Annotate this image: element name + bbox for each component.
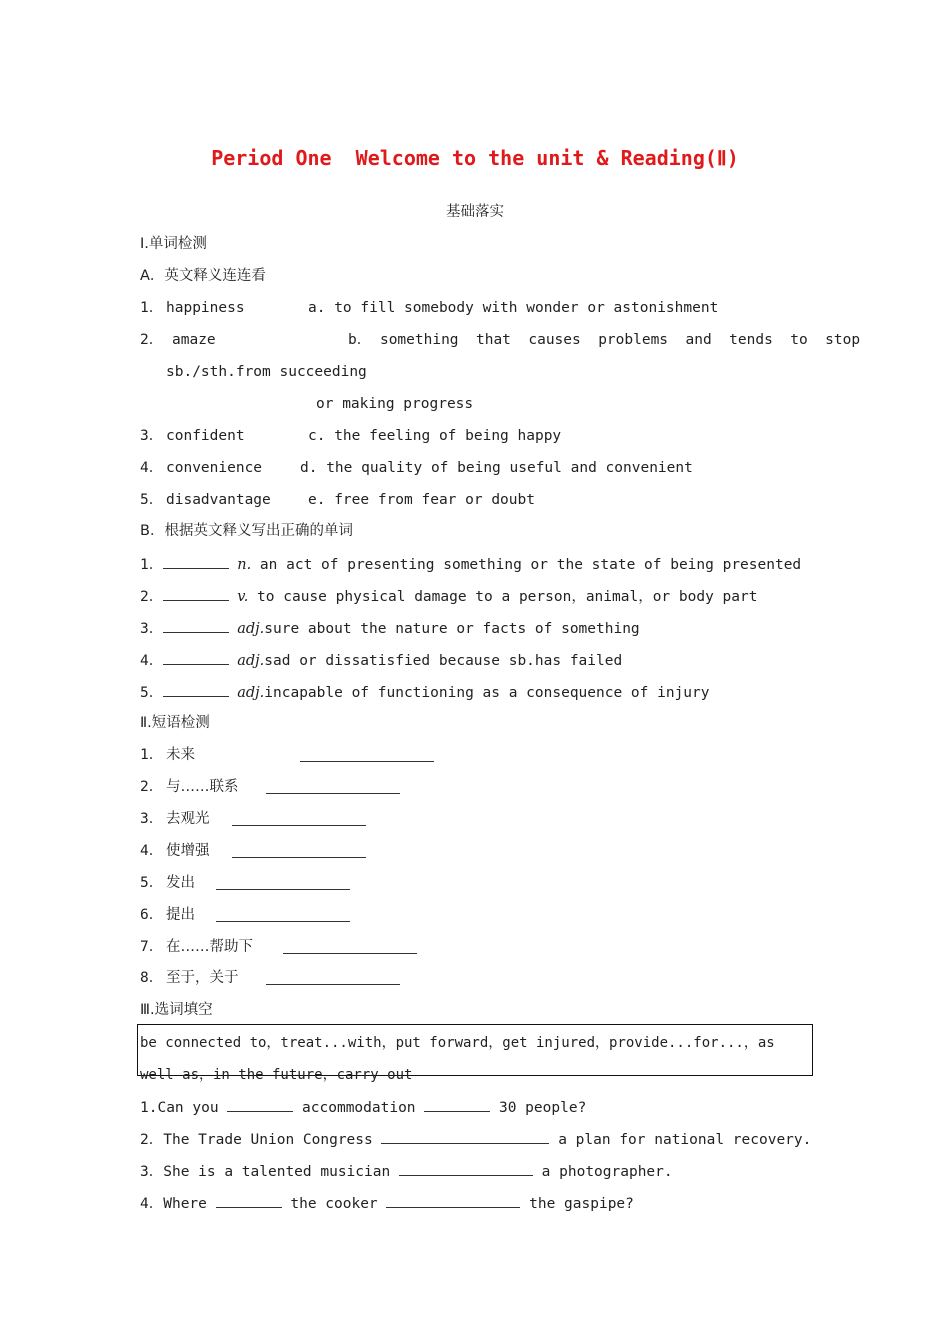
part-of-speech: adj. bbox=[237, 653, 265, 669]
phrase-text: 至于，关于 bbox=[166, 970, 239, 986]
item-text: a plan for national recovery. bbox=[549, 1132, 812, 1148]
exercise-item bbox=[140, 1193, 634, 1214]
item-text: Can you bbox=[157, 1100, 228, 1116]
exercise-item bbox=[140, 1129, 811, 1150]
item-num: 1. bbox=[140, 1100, 158, 1116]
answer-blank[interactable] bbox=[424, 1097, 490, 1112]
partA-def: d. the quality of being useful and convenient bbox=[300, 460, 693, 476]
item-text: the gaspipe? bbox=[520, 1196, 634, 1212]
item-text: 30 people? bbox=[490, 1100, 587, 1116]
partB-row bbox=[140, 586, 757, 607]
item-text: The Trade Union Congress bbox=[163, 1132, 382, 1148]
partA-def: c. the feeling of being happy bbox=[308, 428, 562, 444]
part-of-speech: adj. bbox=[237, 685, 265, 701]
item-text: the cooker bbox=[281, 1196, 387, 1212]
partA-def: e. free from fear or doubt bbox=[308, 492, 535, 508]
item-num: 2． bbox=[140, 1132, 164, 1148]
answer-blank[interactable] bbox=[399, 1161, 533, 1176]
partA-num: 5． bbox=[140, 492, 164, 508]
part-of-speech: v. bbox=[237, 589, 249, 605]
answer-blank[interactable] bbox=[266, 970, 400, 985]
answer-blank[interactable] bbox=[216, 1193, 282, 1208]
answer-blank[interactable] bbox=[232, 843, 366, 858]
partA-def-cont: sb./sth.from succeeding bbox=[166, 364, 367, 380]
partB-num: 2． bbox=[140, 589, 164, 605]
partA-word: convenience bbox=[166, 460, 263, 476]
answer-blank[interactable] bbox=[386, 1193, 520, 1208]
phrase-num: 6． bbox=[140, 907, 164, 923]
phrase-num: 2． bbox=[140, 779, 164, 795]
partB-def: sure about the nature or facts of something bbox=[264, 621, 640, 637]
answer-blank[interactable] bbox=[163, 618, 229, 633]
answer-blank[interactable] bbox=[300, 747, 434, 762]
partA-word: amaze bbox=[172, 332, 216, 348]
item-text: accommodation bbox=[293, 1100, 425, 1116]
partB-row bbox=[140, 650, 622, 671]
answer-blank[interactable] bbox=[266, 779, 400, 794]
partA-num: 1． bbox=[140, 300, 164, 316]
answer-blank[interactable] bbox=[163, 586, 229, 601]
partB-row bbox=[140, 554, 801, 575]
partA-def-cont: or making progress bbox=[316, 396, 474, 412]
partA-word: disadvantage bbox=[166, 492, 271, 508]
phrase-num: 3． bbox=[140, 811, 164, 827]
subtitle: 基础落实 bbox=[446, 204, 504, 220]
partA-num: 3． bbox=[140, 428, 164, 444]
section2-heading: Ⅱ.短语检测 bbox=[140, 715, 210, 731]
answer-blank[interactable] bbox=[216, 907, 350, 922]
phrase-num: 8． bbox=[140, 970, 164, 986]
section3-heading: Ⅲ.选词填空 bbox=[140, 1002, 213, 1018]
answer-blank[interactable] bbox=[381, 1129, 549, 1144]
partB-num: 5． bbox=[140, 685, 164, 701]
answer-blank[interactable] bbox=[163, 682, 229, 697]
phrase-text: 去观光 bbox=[166, 811, 210, 827]
answer-blank[interactable] bbox=[216, 875, 350, 890]
document-title: Period One Welcome to the unit & Reading(Ⅱ) bbox=[211, 146, 739, 170]
partA-word: confident bbox=[166, 428, 245, 444]
partA-heading: A．英文释义连连看 bbox=[140, 268, 266, 284]
phrase-num: 4． bbox=[140, 843, 164, 859]
partB-def: sad or dissatisfied because sb.has failed bbox=[264, 653, 623, 669]
partA-num: 2． bbox=[140, 332, 164, 348]
section1-heading: Ⅰ.单词检测 bbox=[140, 236, 207, 252]
partB-num: 1． bbox=[140, 557, 164, 573]
item-num: 3． bbox=[140, 1164, 164, 1180]
item-num: 4． bbox=[140, 1196, 164, 1212]
phrase-text: 在……帮助下 bbox=[166, 939, 253, 955]
word-bank-line: be connected to，treat...with，put forward，get injured，provide...for...，as bbox=[140, 1035, 775, 1051]
partB-def: incapable of functioning as a consequence of injury bbox=[264, 685, 710, 701]
answer-blank[interactable] bbox=[283, 939, 417, 954]
item-text: a photographer. bbox=[532, 1164, 673, 1180]
partA-def: a. to fill somebody with wonder or astonishment bbox=[308, 300, 719, 316]
partA-num: 4． bbox=[140, 460, 164, 476]
phrase-text: 提出 bbox=[166, 907, 195, 923]
phrase-num: 1． bbox=[140, 747, 164, 763]
phrase-num: 5． bbox=[140, 875, 164, 891]
partB-num: 3． bbox=[140, 621, 164, 637]
phrase-text: 与……联系 bbox=[166, 779, 239, 795]
item-text: Where bbox=[163, 1196, 216, 1212]
exercise-item bbox=[140, 1161, 673, 1182]
answer-blank[interactable] bbox=[232, 811, 366, 826]
partB-row bbox=[140, 682, 710, 703]
answer-blank[interactable] bbox=[163, 554, 229, 569]
answer-blank[interactable] bbox=[227, 1097, 293, 1112]
item-text: She is a talented musician bbox=[163, 1164, 399, 1180]
partB-row bbox=[140, 618, 640, 639]
partB-def: to cause physical damage to a person，animal，or body part bbox=[248, 589, 758, 605]
partB-def: an act of presenting something or the state of being presented bbox=[251, 557, 802, 573]
part-of-speech: n. bbox=[237, 557, 252, 573]
phrase-text: 未来 bbox=[166, 747, 195, 763]
part-of-speech: adj. bbox=[237, 621, 265, 637]
word-bank-line: well as，in the future，carry out bbox=[140, 1067, 413, 1083]
partA-def: b． something that causes problems and tends to stop bbox=[348, 332, 861, 348]
phrase-num: 7． bbox=[140, 939, 164, 955]
partB-num: 4． bbox=[140, 653, 164, 669]
phrase-text: 使增强 bbox=[166, 843, 210, 859]
answer-blank[interactable] bbox=[163, 650, 229, 665]
phrase-text: 发出 bbox=[166, 875, 195, 891]
exercise-item bbox=[140, 1097, 586, 1118]
partB-heading: B．根据英文释义写出正确的单词 bbox=[140, 523, 353, 539]
partA-word: happiness bbox=[166, 300, 245, 316]
